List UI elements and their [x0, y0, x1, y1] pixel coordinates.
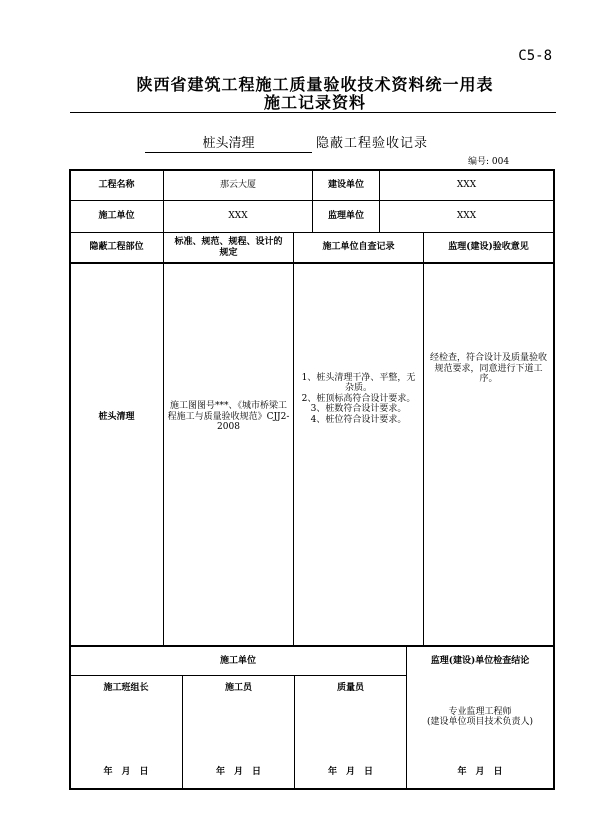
self-check-item: 1、桩头清理干净、平整，无杂质。: [301, 373, 416, 394]
engineer-title: 专业监理工程师: [448, 706, 512, 717]
construction-unit-value: XXX: [456, 179, 477, 190]
engineer-subtitle: (建设单位项目技术负责人): [426, 717, 534, 727]
title-divider: [70, 112, 556, 113]
self-check-header: 施工单位自查记录: [322, 242, 395, 253]
serial-label: 编号:: [468, 157, 490, 167]
supervision-opinion-header: 监理(建设)验收意见: [448, 242, 529, 253]
supervision-unit-label: 监理单位: [327, 211, 364, 222]
date-team-leader: 年 月 日: [103, 766, 149, 777]
project-name-value: 那云大厦: [219, 179, 256, 190]
date-constructor: 年 月 日: [215, 766, 261, 777]
date-quality-inspector: 年 月 日: [327, 766, 373, 777]
self-check-item: 2、桩顶标高符合设计要求。: [301, 393, 416, 404]
standards-header: 标准、规范、规程、设计的规定: [174, 237, 283, 258]
supervision-conclusion-header: 监理(建设)单位检查结论: [430, 655, 530, 666]
page-subtitle: 施工记录资料: [263, 93, 366, 112]
builder-unit-label: 施工单位: [98, 211, 135, 222]
builder-unit-value: XXX: [228, 211, 248, 222]
construction-unit-label: 建设单位: [327, 179, 364, 190]
self-check-item: 3、桩数符合设计要求。: [310, 404, 407, 415]
supervision-opinion-value: 经检查，符合设计及质量验收规范要求，同意进行下道工序。: [429, 353, 547, 385]
date-supervision: 年 月 日: [457, 766, 503, 777]
form-code: C5-8: [518, 48, 552, 64]
record-type: 隐蔽工程验收记录: [316, 136, 429, 151]
serial-number: [468, 154, 509, 167]
supervision-unit-value: XXX: [456, 211, 477, 222]
team-leader-label: 施工班组长: [103, 682, 149, 693]
self-check-list: [294, 264, 423, 534]
standards-value: 施工图图号***、《城市桥梁工程施工与质量验收规范》CJJ2-2008: [167, 401, 290, 433]
constructor-label: 施工员: [224, 682, 252, 693]
inspection-item: 桩头清理: [145, 132, 312, 153]
self-check-item: 4、桩位符合设计要求。: [310, 414, 407, 425]
hidden-part-value: 桩头清理: [98, 411, 135, 422]
page-title: 陕西省建筑工程施工质量验收技术资料统一用表: [136, 75, 494, 94]
table-border-bottom: [69, 788, 555, 790]
hidden-part-header: 隐蔽工程部位: [89, 242, 144, 253]
serial-value: 004: [491, 157, 510, 167]
project-name-label: 工程名称: [98, 179, 135, 190]
quality-inspector-label: 质量员: [336, 682, 364, 693]
engineer-signature-label: [407, 700, 553, 734]
row-divider: [70, 675, 407, 676]
builder-section-header: 施工单位: [219, 655, 256, 666]
